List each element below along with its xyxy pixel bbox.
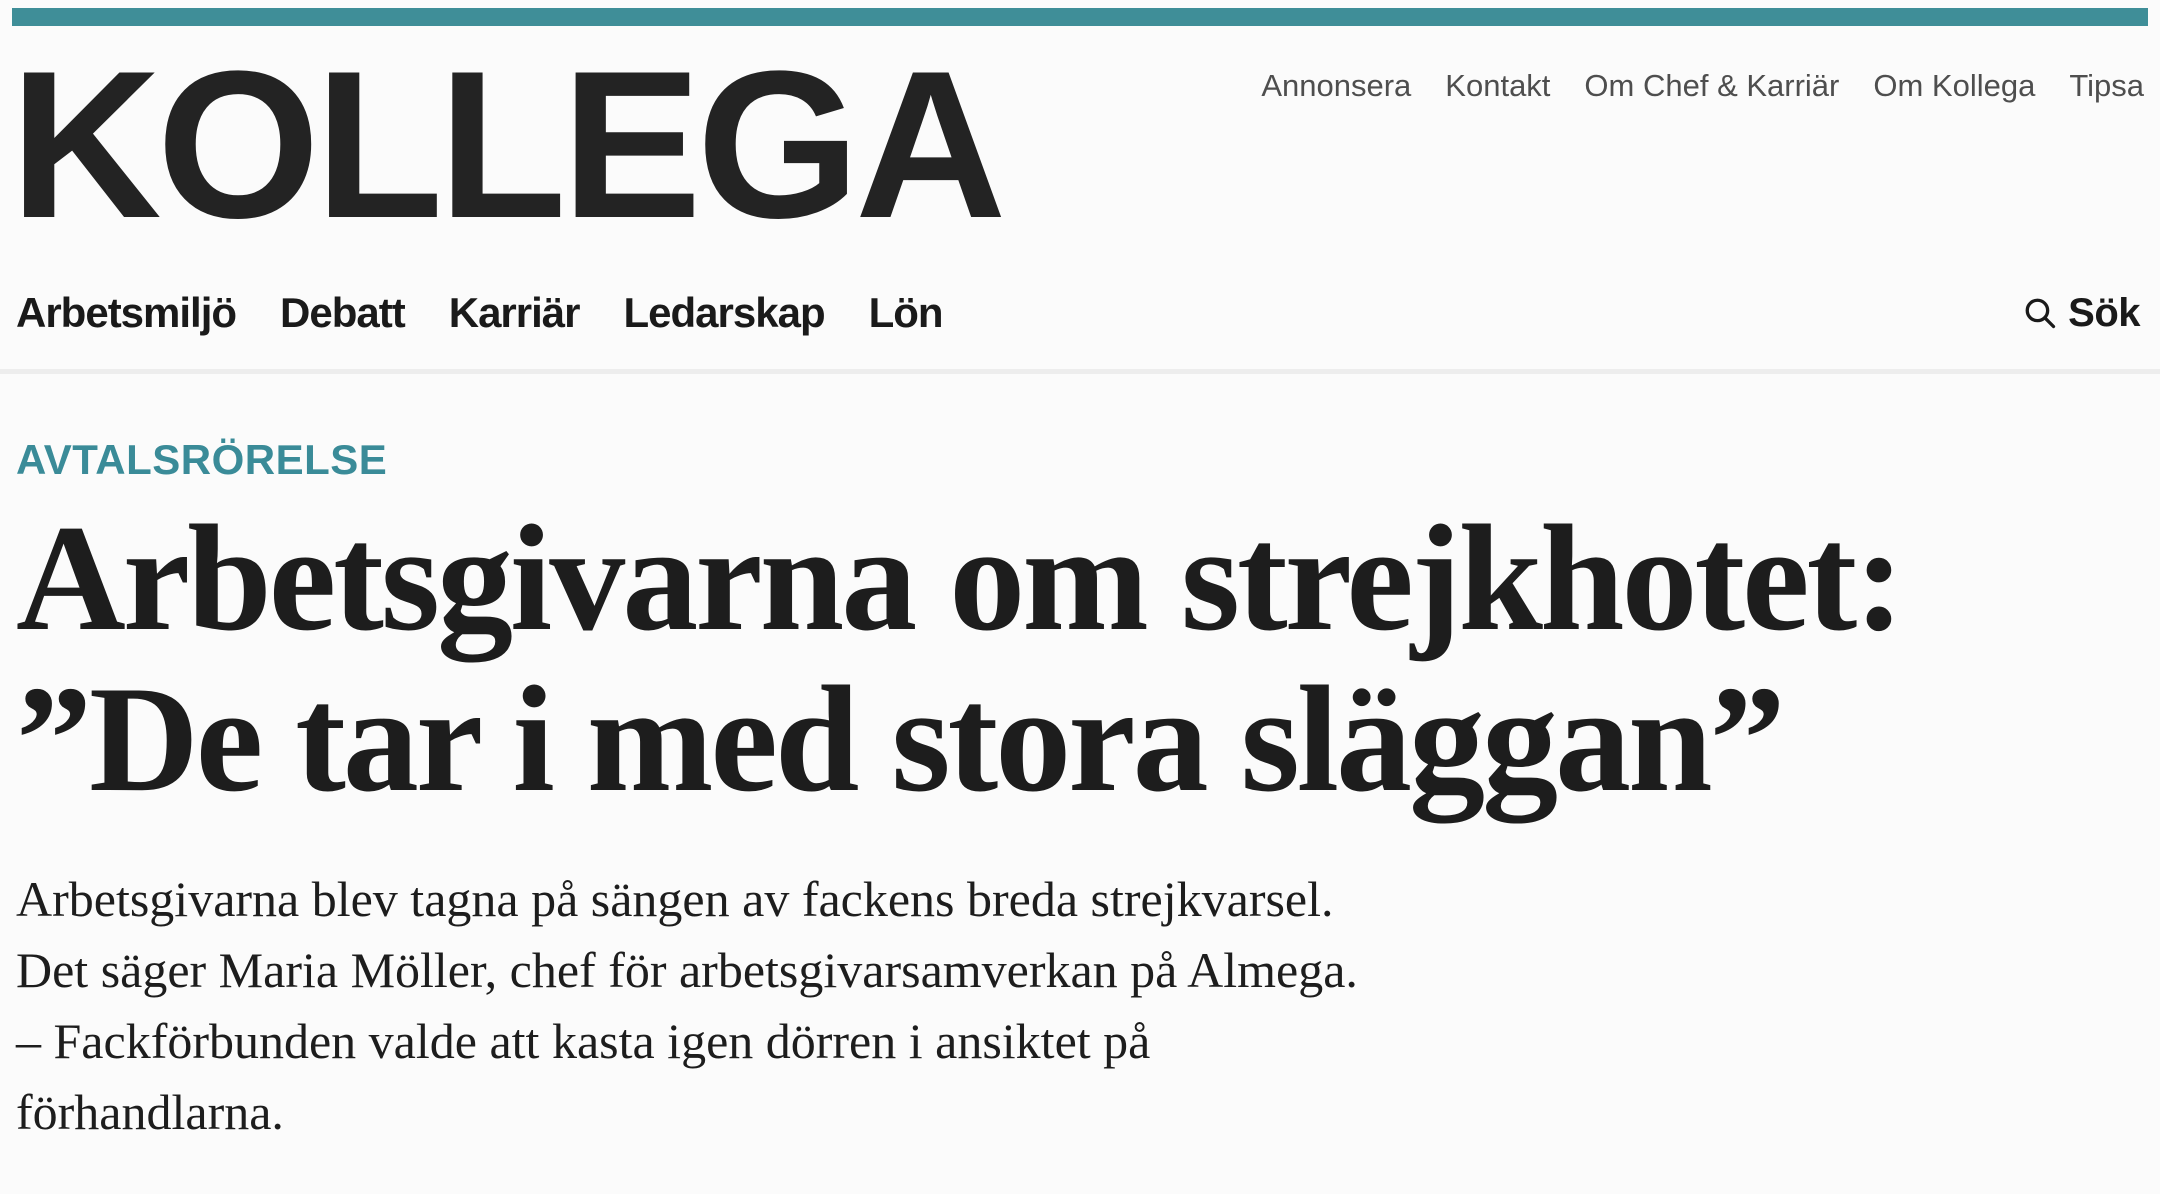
- nav-item-lon[interactable]: Lön: [868, 289, 943, 337]
- utility-link-om-kollega[interactable]: Om Kollega: [1873, 68, 2036, 103]
- utility-link-annonsera[interactable]: Annonsera: [1261, 68, 1412, 103]
- utility-link-om-chef-karriar[interactable]: Om Chef & Karriär: [1584, 68, 1840, 103]
- utility-nav: [1261, 70, 2144, 101]
- nav-item-ledarskap[interactable]: Ledarskap: [623, 289, 825, 337]
- lead-line-3: – Fackförbunden valde att kasta igen dörren i ansiktet på: [16, 1013, 1151, 1070]
- lead-line-2: Det säger Maria Möller, chef för arbetsgivarsamverkan på Almega.: [16, 942, 1358, 999]
- article-kicker[interactable]: AVTALSRÖRELSE: [16, 436, 388, 484]
- main-nav-row: [16, 289, 2140, 337]
- utility-link-kontakt[interactable]: Kontakt: [1445, 68, 1551, 103]
- top-accent-bar: [12, 8, 2148, 26]
- headline-line-1: Arbetsgivarna om strejkhotet:: [16, 494, 1902, 663]
- search-label: Sök: [2068, 290, 2140, 335]
- utility-link-tipsa[interactable]: Tipsa: [2069, 68, 2144, 103]
- search-button[interactable]: [2022, 291, 2140, 336]
- article-lead: [16, 864, 2140, 1148]
- article-headline: [16, 494, 2140, 824]
- nav-item-karriar[interactable]: Karriär: [448, 289, 580, 337]
- headline-line-2: ”De tar i med stora släggan”: [16, 655, 1783, 824]
- article: [0, 374, 2160, 1148]
- site-logo[interactable]: KOLLEGA: [10, 27, 1002, 262]
- main-nav: [16, 289, 943, 337]
- nav-item-arbetsmiljo[interactable]: Arbetsmiljö: [16, 289, 237, 337]
- nav-item-debatt[interactable]: Debatt: [280, 289, 405, 337]
- lead-line-4: förhandlarna.: [16, 1084, 284, 1141]
- site-header: [0, 26, 2160, 337]
- lead-line-1: Arbetsgivarna blev tagna på sängen av fackens breda strejkvarsel.: [16, 871, 1334, 928]
- search-icon: [2022, 295, 2058, 331]
